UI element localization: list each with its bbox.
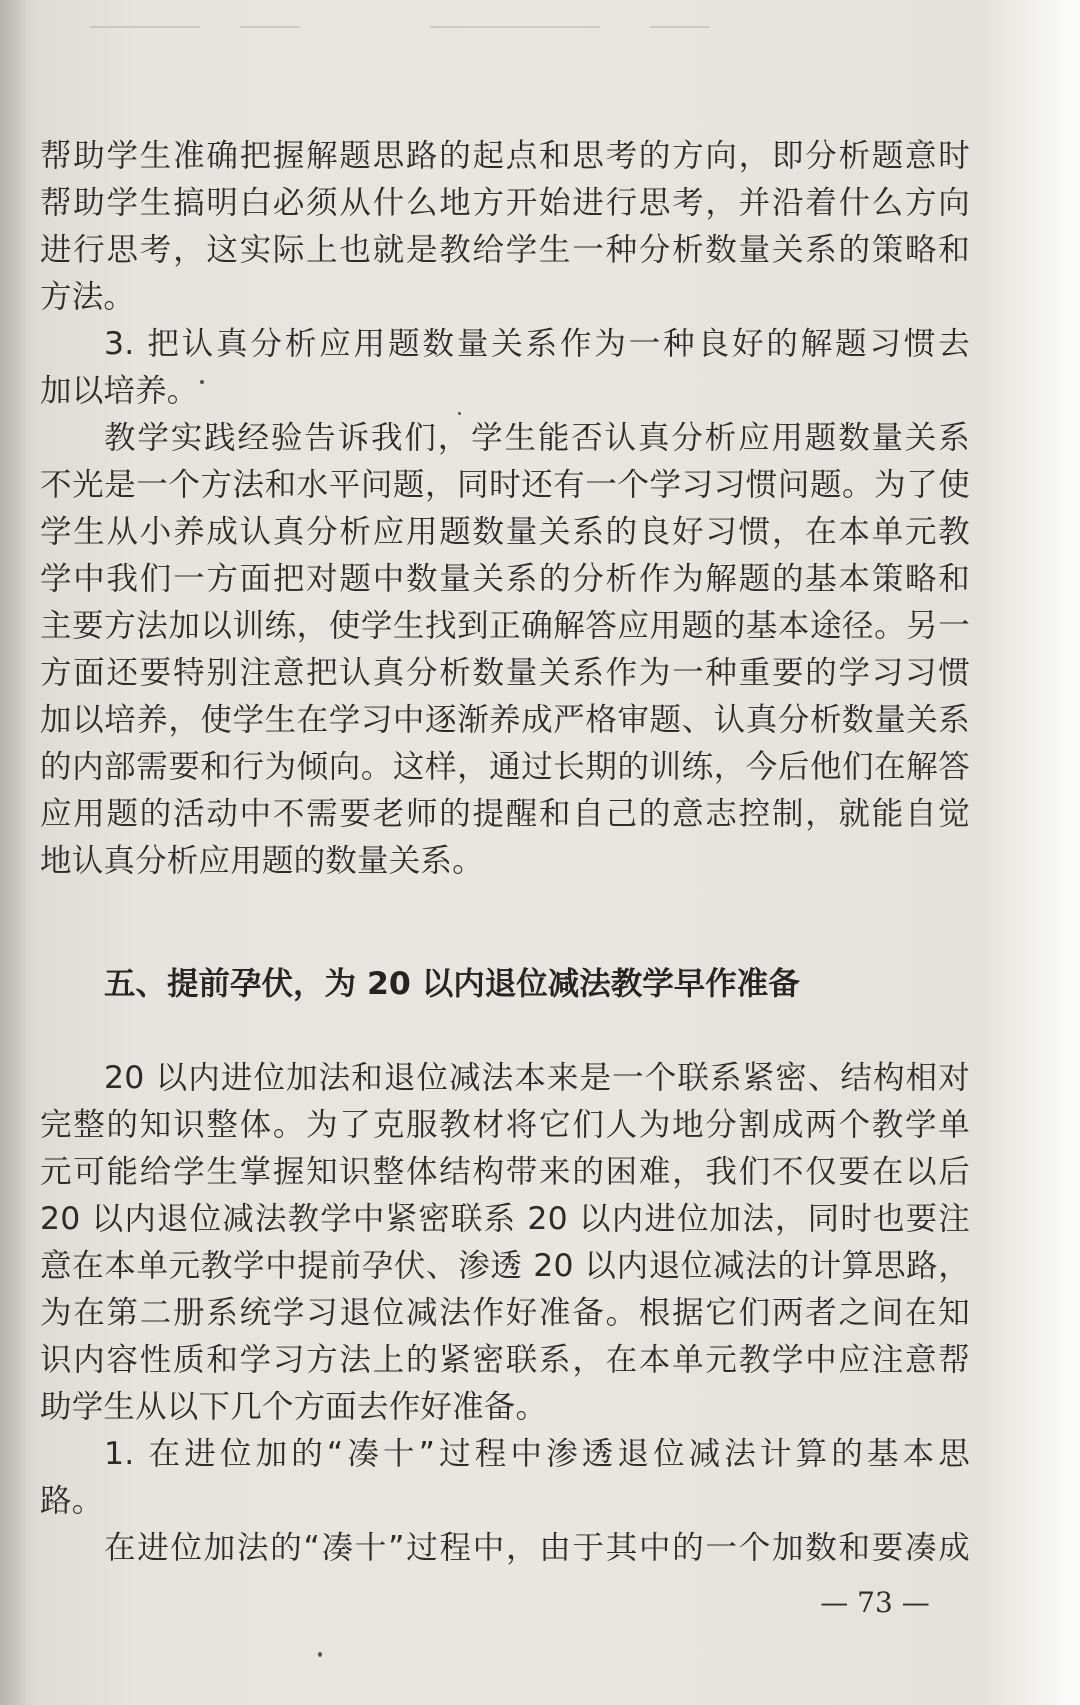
- scan-speck: [318, 1652, 322, 1657]
- body-text-line: 学中我们一方面把对题中数量关系的分析作为解题的基本策略和: [40, 561, 970, 597]
- scan-speck: [200, 380, 204, 384]
- body-text-line: 路。: [40, 1483, 104, 1519]
- body-text-line: 20 以内退位减法教学中紧密联系 20 以内进位加法，同时也要注: [40, 1201, 970, 1237]
- body-text-line: 应用题的活动中不需要老师的提醒和自己的意志控制，就能自觉: [40, 796, 970, 832]
- body-text-line: 加以培养。: [40, 373, 199, 409]
- body-text-line: 主要方法加以训练，使学生找到正确解答应用题的基本途径。另一: [40, 608, 970, 644]
- numbered-point: 1. 在进位加的“凑十”过程中渗透退位减法计算的基本思: [104, 1436, 970, 1472]
- body-text-line: 不光是一个方法和水平问题，同时还有一个学习习惯问题。为了使: [40, 467, 970, 503]
- paragraph-first-line: 20 以内进位加法和退位减法本来是一个联系紧密、结构相对: [104, 1060, 970, 1096]
- body-text-line: 助学生从以下几个方面去作好准备。: [40, 1389, 548, 1425]
- section-heading: 五、提前孕伏，为 20 以内退位减法教学早作准备: [104, 966, 800, 1002]
- body-text-line: 意在本单元教学中提前孕伏、渗透 20 以内退位减法的计算思路，: [40, 1248, 970, 1284]
- bleed-through-mark: [90, 26, 200, 28]
- body-text-line: 学生从小养成认真分析应用题数量关系的良好习惯，在本单元教: [40, 514, 970, 550]
- bleed-through-mark: [650, 26, 710, 28]
- body-text-line: 为在第二册系统学习退位减法作好准备。根据它们两者之间在知: [40, 1295, 970, 1331]
- body-text-line: 加以培养，使学生在学习中逐渐养成严格审题、认真分析数量关系: [40, 702, 970, 738]
- body-text-line: 方面还要特别注意把认真分析数量关系作为一种重要的学习习惯: [40, 655, 970, 691]
- body-text-line: 识内容性质和学习方法上的紧密联系，在本单元教学中应注意帮: [40, 1342, 970, 1378]
- body-text-line: 的内部需要和行为倾向。这样，通过长期的训练，今后他们在解答: [40, 749, 970, 785]
- body-text-line: 进行思考，这实际上也就是教给学生一种分析数量关系的策略和: [40, 232, 970, 268]
- page-number: — 73 —: [820, 1586, 930, 1619]
- paragraph-first-line: 教学实践经验告诉我们，学生能否认真分析应用题数量关系: [104, 420, 970, 456]
- body-text-line: 方法。: [40, 279, 136, 315]
- bleed-through-mark: [240, 26, 300, 28]
- body-text-line: 帮助学生搞明白必须从什么地方开始进行思考，并沿着什么方向: [40, 185, 970, 221]
- scan-edge-shadow: [0, 0, 26, 1705]
- body-text-line: 地认真分析应用题的数量关系。: [40, 843, 484, 879]
- body-text-line: 完整的知识整体。为了克服教材将它们人为地分割成两个教学单: [40, 1107, 970, 1143]
- numbered-point: 3. 把认真分析应用题数量关系作为一种良好的解题习惯去: [104, 326, 970, 362]
- body-text-line: 帮助学生准确把握解题思路的起点和思考的方向，即分析题意时: [40, 138, 970, 174]
- scan-speck: [458, 412, 461, 415]
- body-text-line: 元可能给学生掌握知识整体结构带来的困难，我们不仅要在以后: [40, 1154, 970, 1190]
- bleed-through-mark: [430, 26, 600, 28]
- paragraph-first-line: 在进位加法的“凑十”过程中，由于其中的一个加数和要凑成: [104, 1530, 970, 1566]
- page-right-margin: [1062, 0, 1080, 1705]
